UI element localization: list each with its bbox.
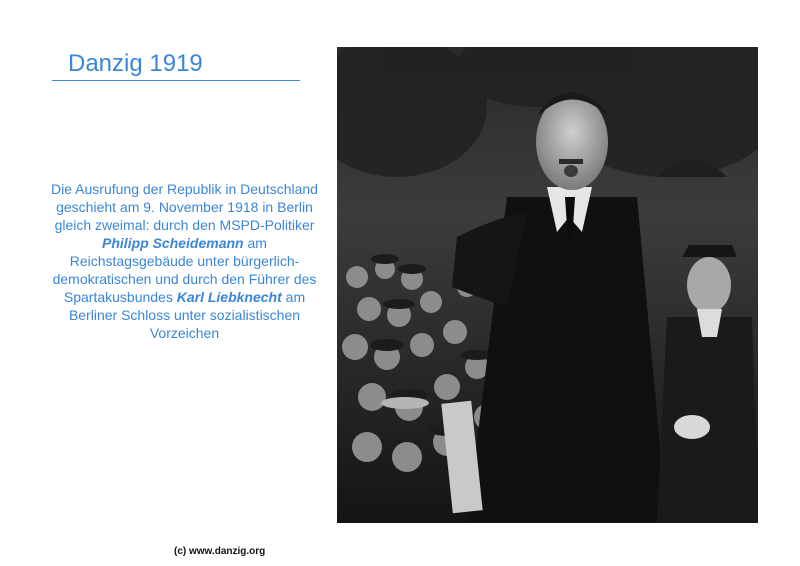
paragraph-text-1: Die Ausrufung der Republik in Deutschland geschieht am 9. November 1918 in Berlin gleich zweimal: durch den MSPD-Politiker [51, 181, 318, 233]
page-title: Danzig 1919 [68, 50, 203, 77]
name-liebknecht: Karl Liebknecht [176, 289, 282, 305]
paragraph-text-3: am Berliner Schloss unter sozialistischen Vorzeichen [68, 289, 306, 341]
historical-photo [337, 47, 758, 523]
title-underline [52, 80, 300, 81]
name-scheidemann: Philipp Scheidemann [102, 235, 244, 251]
copyright-credit: (c) www.danzig.org [174, 546, 266, 557]
paragraph-text-2: am Reichstagsgebäude unter bürgerlich-demokratischen und durch den Führer des Spartakusbundes [52, 235, 317, 305]
description-paragraph [42, 180, 327, 342]
